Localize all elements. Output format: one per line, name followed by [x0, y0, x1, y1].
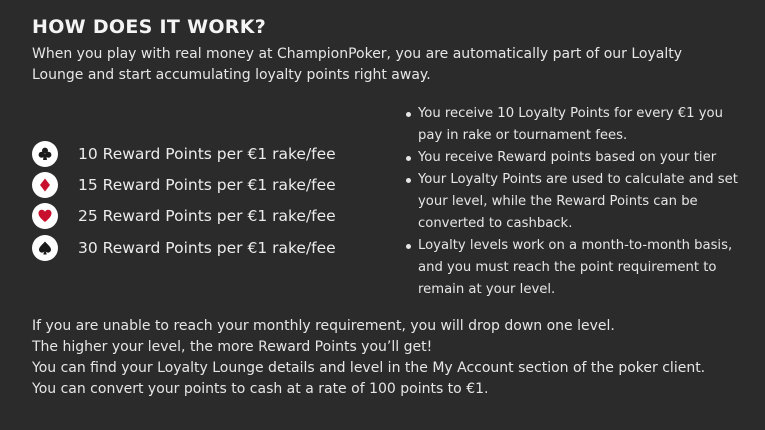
tier-label: 25 Reward Points per €1 rake/fee	[78, 207, 336, 226]
tier-item-diamond	[32, 169, 392, 200]
fact-item: You receive Reward points based on your tier	[404, 147, 744, 169]
tier-item-spade	[32, 232, 392, 263]
reward-tier-list	[32, 138, 392, 263]
tier-label: 15 Reward Points per €1 rake/fee	[78, 175, 336, 194]
tier-item-heart	[32, 201, 392, 232]
notes-block	[32, 316, 752, 400]
tier-item-club	[32, 138, 392, 169]
club-icon	[32, 141, 58, 167]
note-line: You can find your Loyalty Lounge details and level in the My Account section of the poker client.	[32, 360, 706, 376]
note-line: You can convert your points to cash at a rate of 100 points to €1.	[32, 381, 489, 397]
note-line: If you are unable to reach your monthly requirement, you will drop down one level.	[32, 318, 615, 334]
note-line: The higher your level, the more Reward Points you’ll get!	[32, 339, 433, 355]
fact-item: Loyalty levels work on a month-to-month basis, and you must reach the point requirement to remain at your level.	[404, 235, 744, 301]
fact-item: Your Loyalty Points are used to calculate and set your level, while the Reward Points can be converted to cashback.	[404, 169, 744, 235]
spade-icon	[32, 235, 58, 261]
tier-label: 30 Reward Points per €1 rake/fee	[78, 238, 336, 257]
intro-text: When you play with real money at ChampionPoker, you are automatically part of our Loyalty Lounge and start accumulating loyalty points right away.	[32, 46, 683, 83]
fact-item: You receive 10 Loyalty Points for every €1 you pay in rake or tournament fees.	[404, 103, 744, 147]
heart-icon	[32, 203, 58, 229]
diamond-icon	[32, 172, 58, 198]
section-title: HOW DOES IT WORK?	[32, 16, 267, 38]
tier-label: 10 Reward Points per €1 rake/fee	[78, 144, 336, 163]
loyalty-facts-list	[404, 103, 744, 301]
